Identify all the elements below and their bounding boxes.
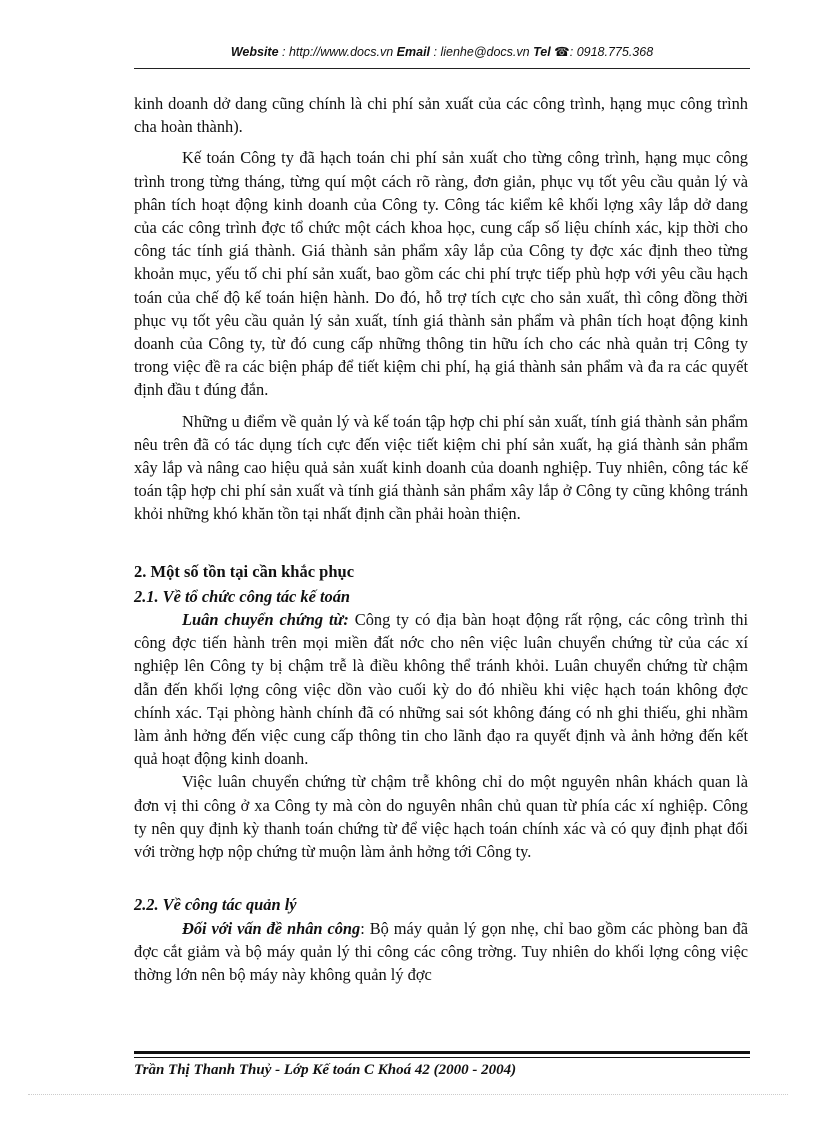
document-body	[134, 92, 748, 986]
paragraph-labor	[134, 917, 748, 987]
paragraph-text: : Bộ máy quản lý gọn nhẹ, chỉ bao gồm các phòng ban đã đợc cắt giảm và bộ máy quản lý thi công các công trờng. Tuy nhiên do khối lợng công việc thờng lớn nên bộ máy này không quản lý đợc	[134, 918, 748, 984]
paragraph-document-flow	[134, 608, 748, 770]
email-value[interactable]: : lienhe@docs.vn	[433, 45, 530, 59]
section-heading: 2. Một số tồn tại cần khắc phục	[134, 561, 355, 581]
paragraph-accounting-summary: Kế toán Công ty đã hạch toán chi phí sản xuất cho từng công trình, hạng mục công trình trong từng tháng, từng quí một cách rõ ràng, đơn giản, phục vụ tốt yêu cầu quản lý và phân tích hoạt động kinh doanh của Công ty. Công tác kiểm kê khối lợng xây lắp dở dang của các công trình đợc tổ chức một cách khoa học, cung cấp số liệu chính xác, kịp thời cho công tác tính giá thành. Giá thành sản phẩm xây lắp của Công ty đợc xác định theo từng khoản mục, yếu tố chi phí sản xuất, bao gồm các chi phí trực tiếp phù hợp với yêu cầu hạch toán của chế độ kế toán hiện hành. Do đó, hỗ trợ tích cực cho sản xuất, thì công đồng thời phục vụ tốt yêu cầu quản lý sản xuất, tính giá thành sản phẩm và phân tích hoạt động kinh doanh của Công ty, từ đó cung cấp những thông tin hữu ích cho các nhà quản trị Công ty trong việc đề ra các biện pháp để tiết kiệm chi phí, hạ giá thành sản phẩm và đa ra các quyết định đầu t đúng đắn.	[134, 148, 748, 400]
page-header	[134, 44, 750, 59]
paragraph-lead: Luân chuyển chứng từ:	[182, 610, 349, 630]
subsection-heading-2-1: 2.1. Về tổ chức công tác kế toán	[134, 586, 351, 606]
paragraph-advantages: Những u điểm về quản lý và kế toán tập hợp chi phí sản xuất, tính giá thành sản phẩm nêu trên đã có tác dụng tích cực đến việc tiết kiệm chi phí sản xuất, hạ giá thành sản phẩm xây lắp và nâng cao hiệu quả sản xuất kinh doanh của doanh nghiệp. Tuy nhiên, công tác kế toán tập hợp chi phí sản xuất và tính giá thành sản phẩm xây lắp ở Công ty cũng không tránh khỏi những khó khăn tồn tại nhất định cần phải hoàn thiện.	[134, 411, 748, 524]
subsection-heading-2-2: 2.2. Về công tác quản lý	[134, 895, 297, 915]
website-value[interactable]: : http://www.docs.vn	[282, 45, 394, 59]
page-edge-dots	[28, 1094, 788, 1095]
website-label: Website	[230, 45, 279, 59]
page-footer: Trần Thị Thanh Thuỷ - Lớp Kế toán C Khoá 42 (2000 - 2004)	[134, 1062, 517, 1078]
paragraph-delay-causes: Việc luân chuyển chứng từ chậm trễ không chỉ do một nguyên nhân khách quan là đơn vị thi công ở xa Công ty mà còn do nguyên nhân chủ quan từ phía các xí nghiệp. Công ty nên quy định kỳ thanh toán chứng từ để việc hạch toán chính xác và có quy định phạt đối với trờng hợp nộp chứng từ muộn làm ảnh hởng tới Công ty.	[134, 772, 748, 862]
header-divider	[134, 68, 750, 69]
paragraph-continuation: kinh doanh dở dang cũng chính là chi phí sản xuất của các công trình, hạng mục công trình cha hoàn thành).	[134, 94, 748, 137]
footer-divider-thick	[134, 1051, 750, 1054]
footer-divider-thin	[134, 1057, 750, 1058]
tel-value: ☎: 0918.775.368	[554, 45, 654, 59]
paragraph-lead: Đối với vấn đề nhân công	[182, 918, 361, 938]
tel-label: Tel	[533, 45, 551, 59]
email-label: Email	[396, 45, 431, 59]
paragraph-text: Công ty có địa bàn hoạt động rất rộng, các công trình thi công đợc tiến hành trên mọi miền đất nớc cho nên việc luân chuyển chứng từ của các xí nghiệp lên Công ty bị chậm trễ là điều không thể tránh khỏi. Luân chuyển chứng từ chậm dẫn đến khối lợng công việc dồn vào cuối kỳ do đó nhiều khi việc hạch toán không đợc chính xác. Tại phòng hành chính đã có những sai sót không đáng có nh ghi thiếu, ghi nhầm làm ảnh hởng đến việc cung cấp thông tin cho lãnh đạo ra quyết định và ảnh hởng đến kết quả hoạt động kinh doanh.	[134, 610, 748, 769]
